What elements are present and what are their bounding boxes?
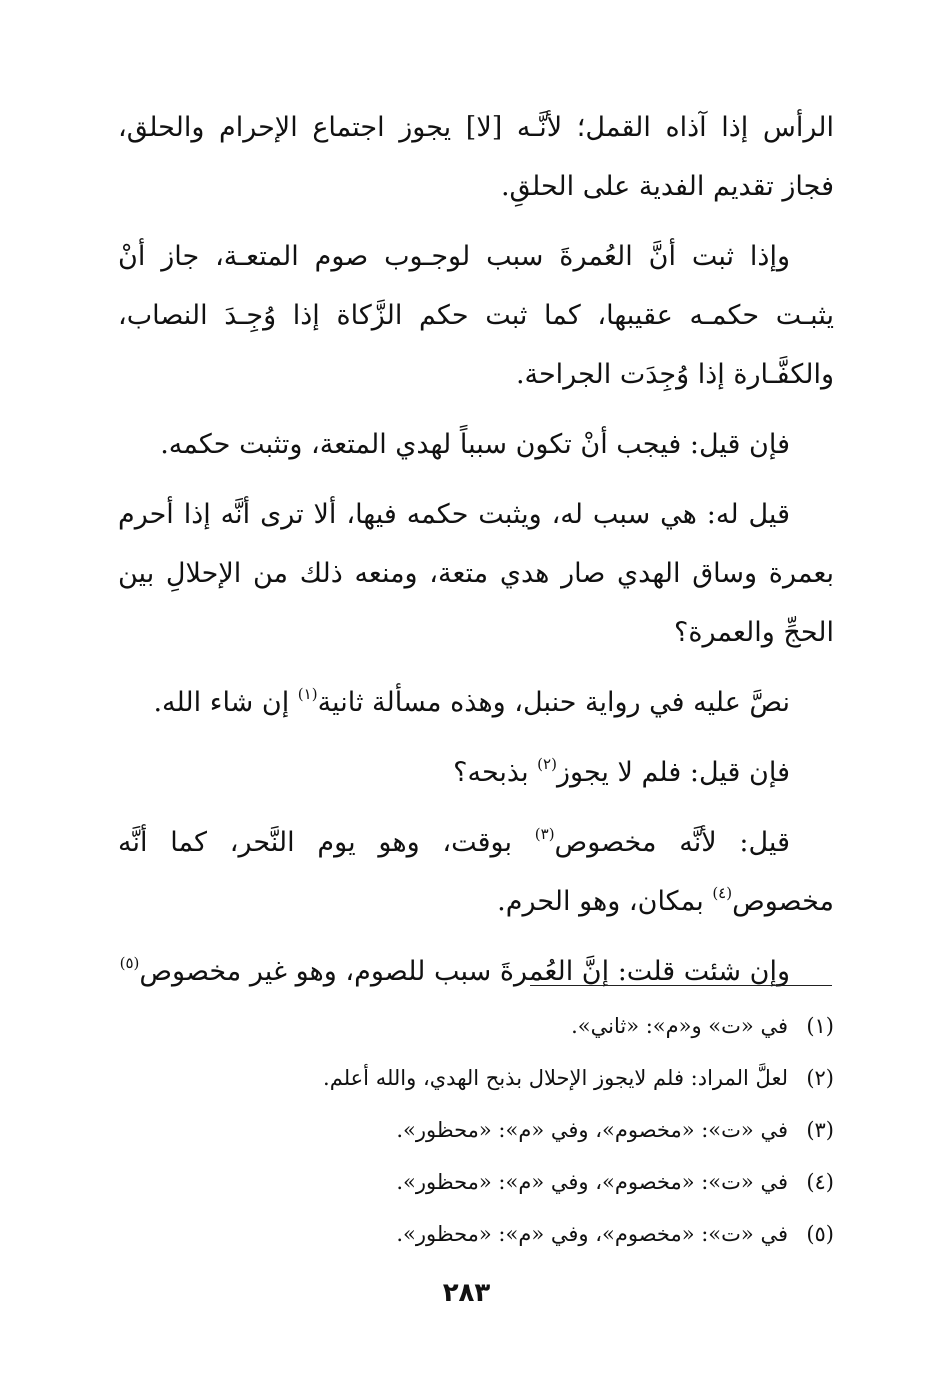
paragraph-8 — [118, 942, 834, 1001]
footnote-item — [118, 1000, 834, 1052]
paragraph-8-text-a: وإن شئت قلت: إنَّ العُمرةَ سبب للصوم، وهو غير مخصوص — [139, 956, 790, 987]
paragraph-7 — [118, 813, 834, 931]
footnote-text: في «ت»: «مخصوم»، وفي «م»: «محظور». — [396, 1222, 788, 1246]
footnote-text: في «ت»: «مخصوم»، وفي «م»: «محظور». — [396, 1170, 788, 1194]
footnotes — [118, 1000, 834, 1260]
footnote-text: في «ت»: «مخصوم»، وفي «م»: «محظور». — [396, 1118, 788, 1142]
paragraph-3: فإن قيل: فيجب أنْ تكون سبباً لهدي المتعة، وتثبت حكمه. — [160, 429, 790, 460]
footnote-number: (٣) — [806, 1118, 834, 1142]
paragraph-6-text-b: بذبحه؟ — [453, 757, 538, 788]
footnote-number: (١) — [806, 1014, 834, 1038]
footnote-divider — [530, 985, 832, 986]
footnote-number: (٤) — [806, 1170, 834, 1194]
paragraph-6-text-a: فإن قيل: فلم لا يجوز — [556, 757, 790, 788]
paragraph-5 — [118, 673, 834, 732]
paragraph-7-text-a: قيل: لأنَّه مخصوص — [554, 827, 790, 858]
paragraph-7-text-c: بمكان، وهو الحرم. — [497, 886, 713, 917]
footnote-item — [118, 1104, 834, 1156]
footnote-number: (٥) — [806, 1222, 834, 1246]
paragraph-5-text-a: نصَّ عليه في رواية حنبل، وهذه مسألة ثانية — [317, 687, 790, 718]
footnote-ref-4: (٤) — [712, 884, 733, 902]
footnote-ref-2: (٢) — [537, 755, 557, 773]
footnote-item — [118, 1052, 834, 1104]
paragraph-1: الرأس إذا آذاه القمل؛ لأنَّـه [لا] يجوز اجتماع الإحرام والحلق، فجاز تقديم الفدية على الحلقِ. — [118, 112, 834, 202]
footnote-ref-1: (١) — [297, 685, 318, 703]
page-number: ٢٨٣ — [442, 1278, 491, 1308]
paragraph-6 — [118, 743, 834, 802]
footnote-ref-3: (٣) — [534, 825, 555, 843]
footnote-item — [118, 1208, 834, 1260]
footnote-number: (٢) — [806, 1066, 834, 1090]
main-text — [118, 98, 834, 1012]
paragraph-4: قيل له: هي سبب له، ويثبت حكمه فيها، ألا ترى أنَّه إذا أحرم بعمرة وساق الهدي صار هدي متعة، ومنعه ذلك من الإحلالِ بين الحجِّ والعمرة؟ — [118, 499, 834, 648]
paragraph-2: وإذا ثبت أنَّ العُمرةَ سبب لوجـوب صوم المتعـة، جاز أنْ يثبـت حكمـه عقيبها، كما ثبت حكم الزَّكاة إذا وُجِـدَ النصاب، والكفَّـارة إذا وُجِدَت الجراحة. — [118, 241, 834, 390]
paragraph-7-text-b: بوقت، وهو يوم النَّحر، كما أنَّه مخصوص — [118, 827, 834, 917]
paragraph-5-text-b: إن شاء الله. — [153, 687, 298, 718]
footnote-text: لعلَّ المراد: فلم لايجوز الإحلال بذبح الهدي، والله أعلم. — [323, 1066, 788, 1090]
footnote-ref-5: (٥) — [119, 954, 140, 972]
footnote-text: في «ت» و«م»: «ثاني». — [571, 1014, 788, 1038]
footnote-item — [118, 1156, 834, 1208]
